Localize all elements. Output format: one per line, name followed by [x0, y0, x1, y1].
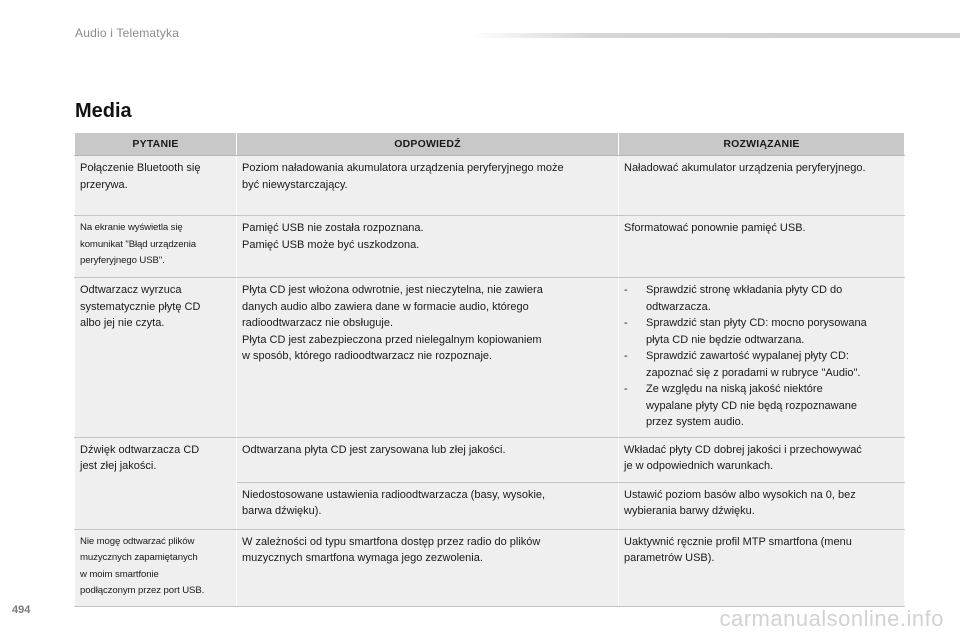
cell-text-line: Ustawić poziom basów albo wysokich na 0, bez — [624, 488, 856, 501]
cell-text-line: muzycznych zapamiętanych — [80, 552, 198, 563]
answer-cell — [237, 278, 619, 438]
bullet-text-line: Sprawdzić zawartość wypalanej płyty CD: — [646, 350, 849, 362]
cell-text-line: Połączenie Bluetooth się — [80, 162, 201, 174]
cell-text-line: systematycznie płytę CD — [80, 300, 201, 313]
cell-text-line: Niedostosowane ustawienia radioodtwarzacza (basy, wysokie, — [242, 488, 546, 501]
cell-text-line: muzycznych smartfona wymaga jego zezwolenia. — [242, 552, 483, 564]
question-cell — [75, 278, 237, 438]
table-header-row — [75, 133, 905, 156]
question-cell — [75, 529, 237, 606]
table-row — [75, 278, 905, 438]
cell-text-line: Dźwięk odtwarzacza CD — [80, 443, 200, 456]
column-header-answer: ODPOWIEDŹ — [237, 133, 619, 156]
cell-text-line: być niewystarczający. — [242, 178, 348, 191]
answer-cell — [237, 437, 619, 482]
bullet-text-line: płyta CD nie będzie odtwarzana. — [646, 333, 805, 346]
solution-cell — [619, 216, 905, 278]
page-number: 494 — [12, 604, 31, 616]
cell-text-line: danych audio albo zawiera dane w formacie audio, którego — [242, 300, 529, 313]
cell-text-line: peryferyjnego USB". — [80, 255, 165, 266]
cell-text-line: Pamięć USB nie została rozpoznana. — [242, 222, 424, 234]
bullet-text-line: Sprawdzić stronę wkładania płyty CD do — [646, 284, 843, 296]
question-cell — [75, 437, 237, 529]
bullet-dash: - — [624, 284, 628, 296]
solution-bullet — [624, 282, 899, 315]
cell-text-line: podłączonym przez port USB. — [80, 585, 205, 596]
bullet-dash: - — [624, 350, 628, 362]
cell-text-line: Naładować akumulator urządzenia peryferyjnego. — [624, 162, 866, 174]
column-header-solution: ROZWIĄZANIE — [619, 133, 905, 156]
solution-bullet — [624, 381, 899, 431]
cell-text-line: albo jej nie czyta. — [80, 317, 165, 329]
cell-text-line: Płyta CD jest włożona odwrotnie, jest nieczytelna, nie zawiera — [242, 284, 543, 296]
cell-text-line: wybierania barwy dźwięku. — [624, 505, 755, 517]
column-header-question: PYTANIE — [75, 133, 237, 156]
cell-text-line: W zależności od typu smartfona dostęp przez radio do plików — [242, 535, 541, 548]
header-title: Audio i Telematyka — [75, 26, 180, 40]
cell-text-line: radioodtwarzacz nie obsługuje. — [242, 317, 394, 329]
cell-text-line: Pamięć USB może być uszkodzona. — [242, 238, 420, 251]
bullet-text-line: Ze względu na niską jakość niektóre — [646, 383, 823, 395]
cell-text-line: Odtwarzana płyta CD jest zarysowana lub złej jakości. — [242, 443, 506, 456]
cell-text-line: w sposób, którego radioodtwarzacz nie rozpoznaje. — [242, 350, 493, 362]
solution-cell — [619, 156, 905, 216]
cell-text-line: jest złej jakości. — [80, 460, 157, 472]
answer-cell — [237, 482, 619, 529]
bullet-text-line: Sprawdzić stan płyty CD: mocno porysowana — [646, 317, 867, 329]
section-title: Media — [75, 100, 132, 122]
answer-cell — [237, 216, 619, 278]
table-row — [75, 437, 905, 482]
cell-text-line: Wkładać płyty CD dobrej jakości i przechowywać — [624, 443, 862, 456]
cell-text-line: barwa dźwięku). — [242, 505, 322, 517]
header-divider — [470, 33, 960, 38]
table-row — [75, 529, 905, 606]
cell-text-line: Sformatować ponownie pamięć USB. — [624, 222, 806, 234]
solution-cell — [619, 529, 905, 606]
bullet-text-line: przez system audio. — [646, 416, 744, 428]
solution-cell — [619, 437, 905, 482]
bullet-dash: - — [624, 383, 628, 395]
bullet-text-line: odtwarzacza. — [646, 300, 711, 313]
faq-table — [74, 132, 905, 607]
cell-text-line: parametrów USB). — [624, 552, 715, 564]
bullet-dash: - — [624, 317, 628, 329]
cell-text-line: Nie mogę odtwarzać plików — [80, 535, 195, 547]
cell-text-line: Poziom naładowania akumulatora urządzenia peryferyjnego może — [242, 162, 564, 174]
solution-cell — [619, 278, 905, 438]
solution-bullet — [624, 348, 899, 381]
cell-text-line: w moim smartfonie — [80, 568, 159, 580]
answer-cell — [237, 156, 619, 216]
question-cell — [75, 216, 237, 278]
answer-cell — [237, 529, 619, 606]
watermark: carmanualsonline.info — [719, 606, 944, 631]
bullet-text-line: zapoznać się z poradami w rubryce "Audio". — [646, 366, 861, 379]
cell-text-line: Płyta CD jest zabezpieczona przed nielegalnym kopiowaniem — [242, 333, 542, 346]
solution-cell — [619, 482, 905, 529]
cell-text-line: przerywa. — [80, 178, 128, 191]
question-cell — [75, 156, 237, 216]
cell-text-line: Odtwarzacz wyrzuca — [80, 284, 182, 296]
table-row — [75, 156, 905, 216]
cell-text-line: komunikat "Błąd urządzenia — [80, 238, 196, 250]
bullet-text-line: wypalane płyty CD nie będą rozpoznawane — [646, 399, 857, 412]
table-row — [75, 216, 905, 278]
cell-text-line: je w odpowiednich warunkach. — [624, 460, 774, 472]
cell-text-line: Uaktywnić ręcznie profil MTP smartfona (menu — [624, 535, 852, 548]
solution-bullet — [624, 315, 899, 348]
cell-text-line: Na ekranie wyświetla się — [80, 222, 183, 233]
